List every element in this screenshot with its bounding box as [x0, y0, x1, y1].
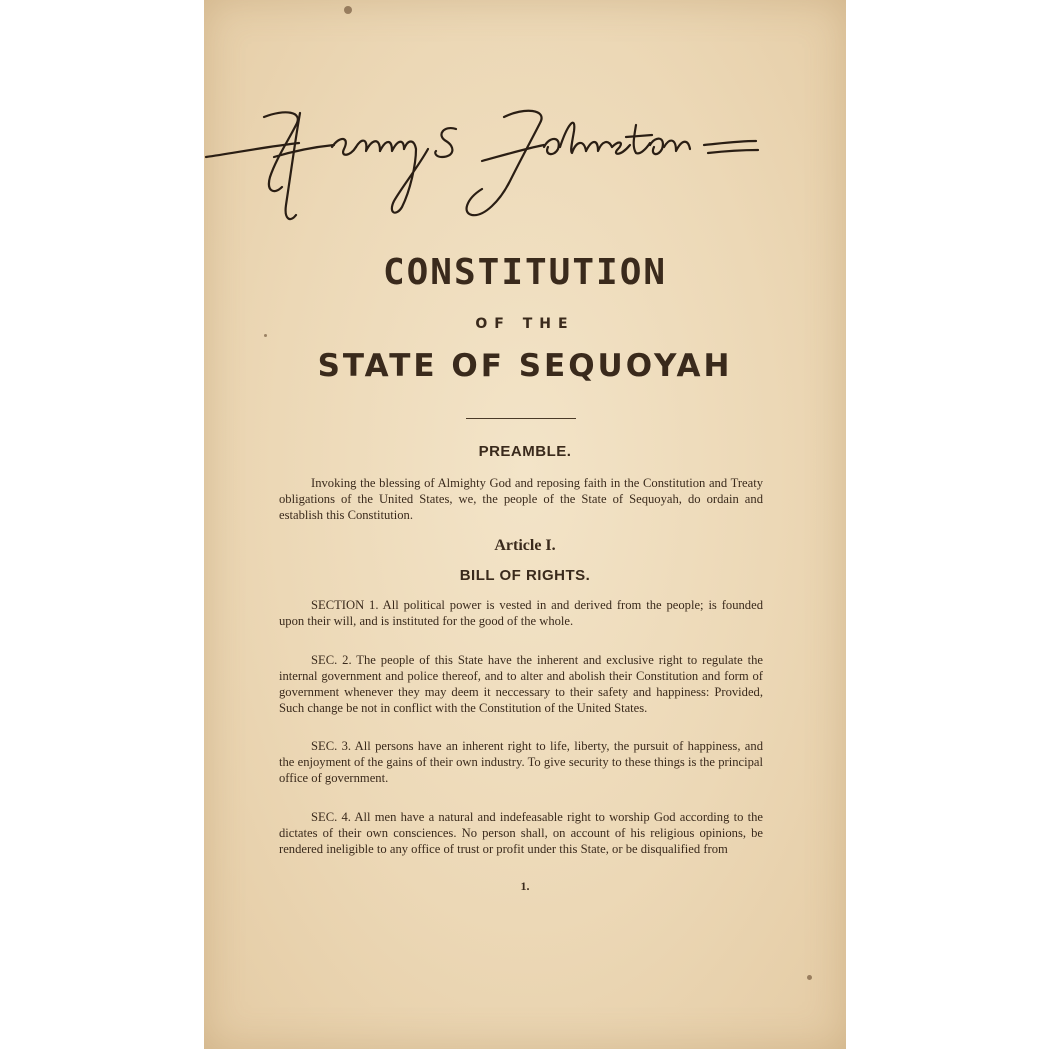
- preamble-text: Invoking the blessing of Almighty God and reposing faith in the Constitution and Treaty obligations of the United States, we, the people of the State of Sequoyah, do ordain and establish this Constitution.: [279, 476, 763, 522]
- document-title: CONSTITUTION: [382, 252, 668, 293]
- preamble-heading: PREAMBLE.: [478, 443, 572, 460]
- paper-stain: [344, 6, 352, 14]
- article-heading: Article I.: [494, 537, 556, 554]
- section-3-text: SEC. 3. All persons have an inherent right to life, liberty, the pursuit of happiness, and the enjoyment of the gains of their own industry. To give security to these things is the principal office of government.: [279, 739, 763, 785]
- document-page: [204, 0, 846, 1049]
- bill-of-rights-heading: BILL OF RIGHTS.: [459, 567, 591, 584]
- handwritten-signature: [204, 95, 846, 245]
- paper-stain: [807, 975, 812, 980]
- section-2-text: SEC. 2. The people of this State have the inherent and exclusive right to regulate the internal government and police thereof, and to alter and abolish their Constitution and form of government whenever they may deem it neccessary to their safety and happiness: Provided, Such change be not in conflict with the Constitution of the United States.: [279, 653, 763, 715]
- section-4-text: SEC. 4. All men have a natural and indefeasable right to worship God according to the dictates of their own consciences. No person shall, on account of his religious opinions, be rendered ineligible to any office of trust or profit under this State, or be disqualified from: [279, 810, 763, 856]
- page-number: 1.: [520, 879, 530, 893]
- section-1-text: SECTION 1. All political power is vested in and derived from the people; is founded upon their will, and is instituted for the good of the whole.: [279, 598, 763, 628]
- paper-stain: [264, 334, 267, 337]
- title-divider: [466, 418, 576, 419]
- document-subtitle: STATE OF SEQUOYAH: [317, 348, 733, 384]
- document-title-connector: OF THE: [475, 316, 575, 332]
